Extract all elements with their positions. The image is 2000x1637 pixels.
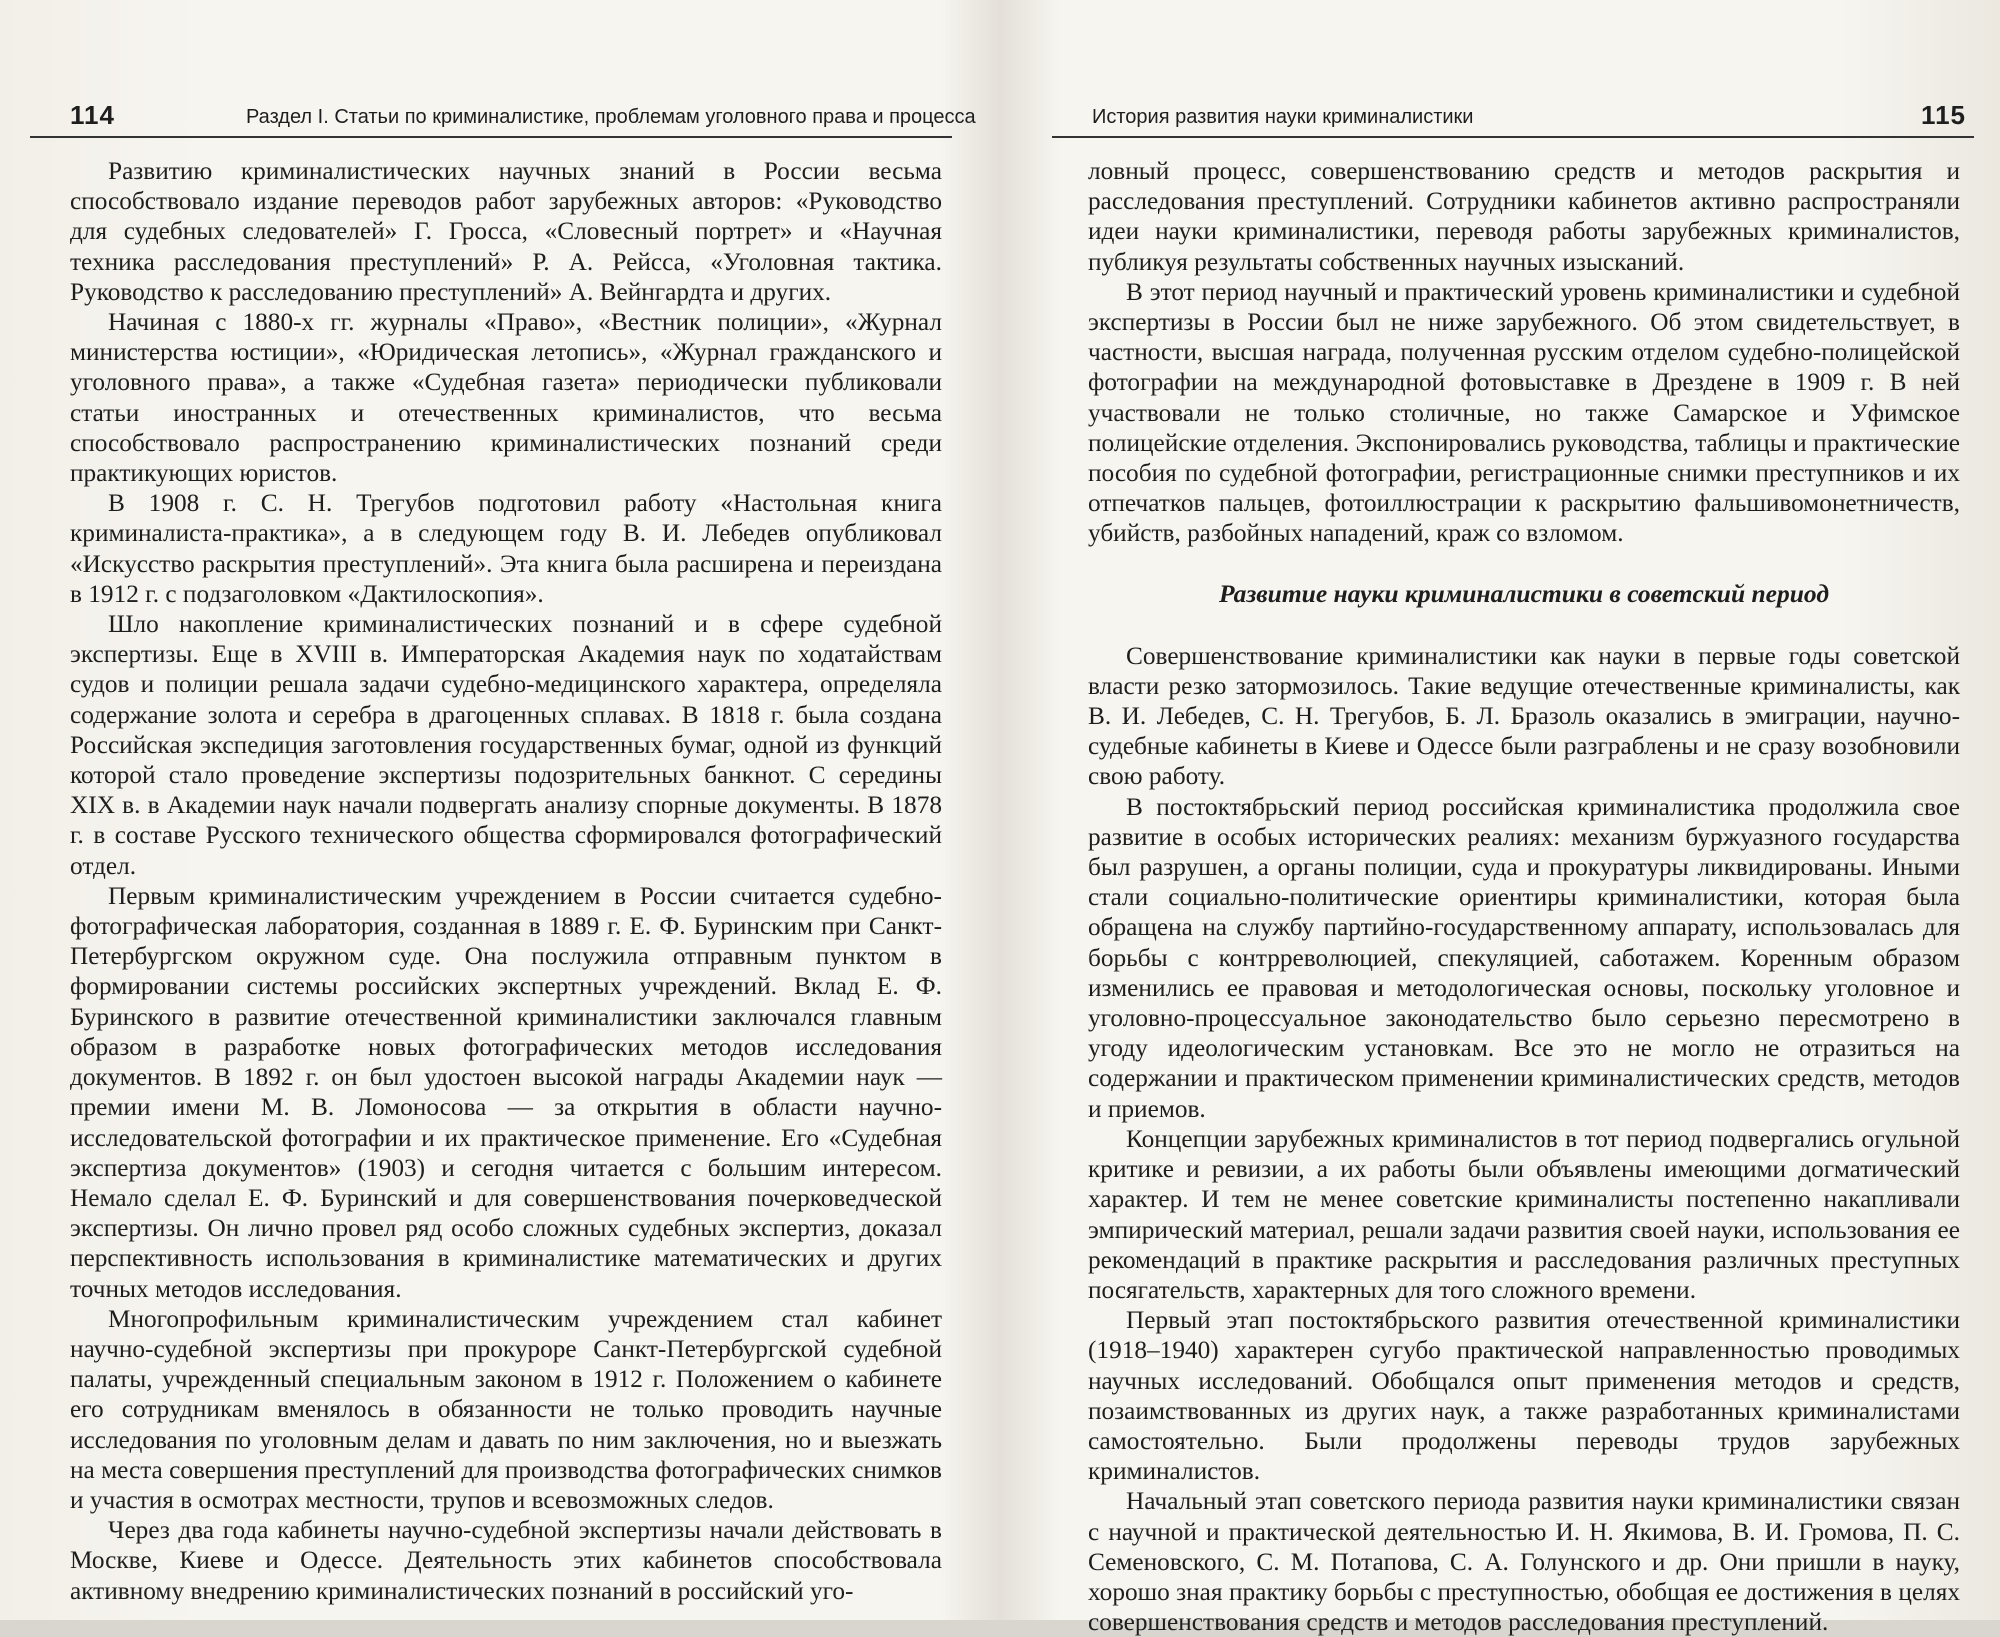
right-page [1052, 0, 1974, 1637]
paragraph: Начальный этап советского периода развития науки криминалистики связан с научной и практической деятельностью И. Н. Якимова, В. И. Громова, П. С. Семеновского, С. М. Потапова, С. А. Голунского и др. Они пришли в науку, хорошо зная практику борьбы с преступностью, обобщая ее достижения в целях совершенствования средств и методов расследования преступлений. [1088, 1487, 1960, 1637]
paragraph: В 1908 г. С. Н. Трегубов подготовил работу «Настольная книга криминалиста-практика», а в следующем году В. И. Лебедев опубликовал «Искусство раскрытия преступлений». Эта книга была расширена и переиздана в 1912 г. с подзаголовком «Дактилоскопия». [70, 489, 942, 608]
page-number-left: 114 [70, 100, 115, 130]
running-head-right [1052, 96, 1974, 138]
paragraph: Концепции зарубежных криминалистов в тот период подвергались огульной критике и ревизии, а их работы были объявлены имеющими догматический характер. И тем не менее советские криминалисты постепенно накапливали эмпирический материал, решали задачи развития своей науки, использования ее рекомендаций в практике раскрытия и расследования различных преступных посягательств, характерных для того сложного времени. [1088, 1124, 1960, 1304]
paragraph: Первым криминалистическим учреждением в России считается судебно-фотографическая лаборатория, созданная в 1889 г. Е. Ф. Буринским при Санкт-Петербургском окружном суде. Она послужила отправным пунктом в формировании системы российских экспертных учреждений. Вклад Е. Ф. Буринского в развитие отечественной криминалистики заключался главным образом в разработке новых фотографических методов исследования документов. В 1892 г. он был удостоен высокой награды Академии наук — премии имени М. В. Ломоносова — за открытия в области научно-исследовательской фотографии и их практическое применение. Его «Судебная экспертиза документов» (1903) и сегодня читается с большим интересом. Немало сделал Е. Ф. Буринский и для совершенствования почерковедческой экспертизы. Он лично провел ряд особо сложных судебных экспертиз, доказал перспективность использования в криминалистике математических и других точных методов исследования. [70, 881, 942, 1303]
paragraph: В постоктябрьский период российская криминалистика продолжила свое развитие в особых исторических реалиях: механизм буржуазного государства был разрушен, а органы полиции, суда и прокуратуры ликвидированы. Иными стали социально-политические ориентиры криминалистики, которая была обращена на службу партийно-государственному аппарату, использовалась для борьбы с контрреволюцией, спекуляцией, саботажем. Коренным образом изменились ее правовая и методологическая основы, поскольку уголовное и уголовно-процессуальное законодательство было серьезно пересмотрено в угоду идеологическим установкам. Все это не могло не отразиться на содержании и практическом применении криминалистических средств, методов и приемов. [1088, 792, 1960, 1123]
paragraph: В этот период научный и практический уровень криминалистики и судебной экспертизы в России был не ниже зарубежного. Об этом свидетельствует, в частности, высшая награда, полученная русским отделом судебно-полицейской фотографии на международной фотовыставке в Дрездене в 1909 г. В ней участвовали не только столичные, но также Самарское и Уфимское полицейские отделения. Экспонировались руководства, таблицы и практические пособия по судебной фотографии, регистрационные снимки преступников и их отпечатков пальцев, фотоиллюстрации к раскрытию фальшивомонетничеств, убийств, разбойных нападений, краж со взломом. [1088, 277, 1960, 548]
running-title-right: История развития науки криминалистики [1092, 106, 1474, 128]
left-page [30, 0, 976, 1620]
paragraph: Многопрофильным криминалистическим учреждением стал кабинет научно-судебной экспертизы при прокуроре Санкт-Петербургской судебной палаты, учрежденный специальным законом в 1912 г. Положением о кабинете его сотрудникам вменялось в обязанности не только проводить научные исследования по уголовным делам и давать по ним заключения, но и выезжать на места совершения преступлений для производства фотографических снимков и участия в осмотрах местности, трупов и всевозможных следов. [70, 1304, 942, 1514]
paragraph: Шло накопление криминалистических познаний и в сфере судебной экспертизы. Еще в XVIII в. Императорская Академия наук по ходатайствам судов и полиции решала задачи судебно-медицинского характера, определяла содержание золота и серебра в драгоценных сплавах. В 1818 г. была создана Российская экспедиция заготовления государственных бумаг, одной из функций которой стало проведение экспертизы подозрительных банкнот. С середины XIX в. в Академии наук начали подвергать анализу спорные документы. В 1878 г. в составе Русского технического общества сформировался фотографический отдел. [70, 610, 942, 880]
paragraph: Начиная с 1880-х гг. журналы «Право», «Вестник полиции», «Журнал министерства юстиции», «Юридическая летопись», «Журнал гражданского и уголовного права», а также «Судебная газета» периодически публиковали статьи иностранных и отечественных криминалистов, что весьма способствовало распространению криминалистических познаний среди практикующих юристов. [70, 308, 942, 488]
section-heading: Развитие науки криминалистики в советский период [1218, 578, 1830, 608]
running-head-left [30, 96, 976, 138]
paragraph: Совершенствование криминалистики как науки в первые годы советской власти резко затормозилось. Такие ведущие отечественные криминалисты, как В. И. Лебедев, С. Н. Трегубов, Б. Л. Бразоль оказались в эмиграции, научно-судебные кабинеты в Киеве и Одессе были разграблены и не сразу возобновили свою работу. [1088, 641, 1960, 791]
paragraph: Развитию криминалистических научных знаний в России весьма способствовало издание переводов работ зарубежных авторов: «Руководство для судебных следователей» Г. Гросса, «Словесный портрет» и «Научная техника расследования преступлений» Р. А. Рейсса, «Уголовная тактика. Руководство к расследованию преступлений» А. Вейнгардта и других. [70, 157, 942, 306]
paragraph: Первый этап постоктябрьского развития отечественной криминалистики (1918–1940) характерен сугубо практической направленностью проводимых научных исследований. Обобщался опыт применения методов и средств, позаимствованных из других наук, а также разработанных криминалистами самостоятельно. Были продолжены переводы трудов зарубежных криминалистов. [1088, 1306, 1960, 1486]
page-number-right: 115 [1921, 100, 1966, 130]
running-title-left: Раздел I. Статьи по криминалистике, проблемам уголовного права и процесса [246, 106, 976, 128]
paragraph: ловный процесс, совершенствованию средств и методов раскрытия и расследования преступлений. Сотрудники кабинетов активно распространяли идеи науки криминалистики, переводя работы зарубежных криминалистов, публикуя результаты собственных научных изысканий. [1088, 157, 1960, 276]
right-body-text [1088, 156, 1960, 1637]
paragraph: Через два года кабинеты научно-судебной экспертизы начали действовать в Москве, Киеве и Одессе. Деятельность этих кабинетов способствовала активному внедрению криминалистических познаний в российский уго- [70, 1516, 942, 1605]
left-body-text [70, 156, 942, 1606]
